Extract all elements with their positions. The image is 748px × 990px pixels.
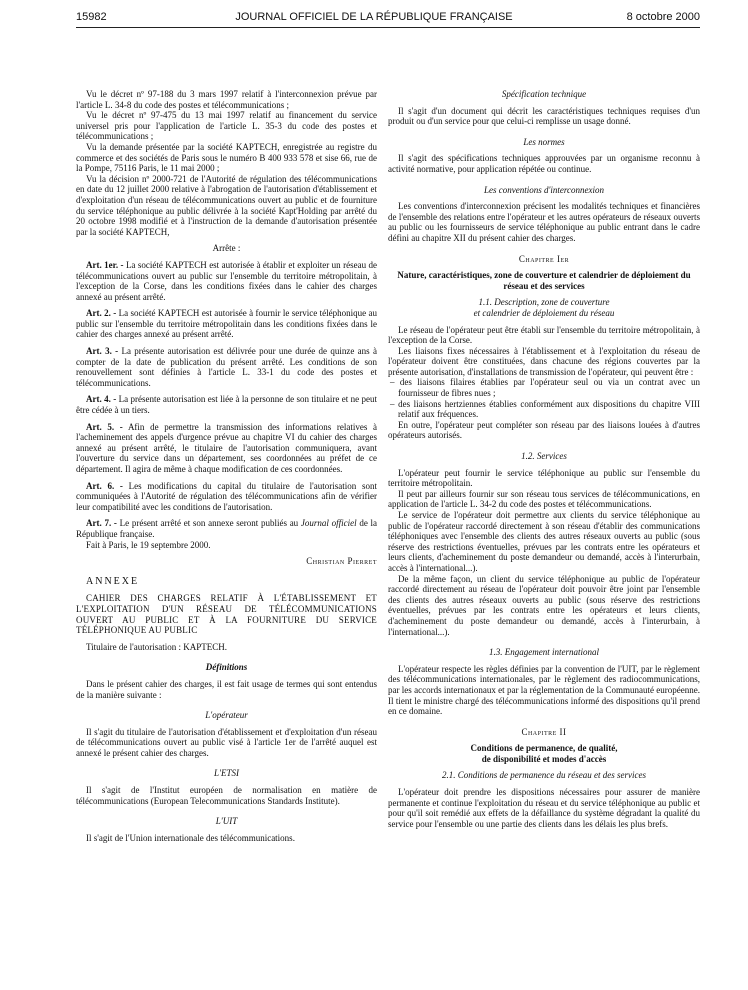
definitions-intro: Dans le présent cahier des charges, il est fait usage de termes qui sont entendus de la manière suivante : xyxy=(76,678,377,700)
article-1-text: La société KAPTECH est autorisée à établir et exploiter un réseau de télécommunications ouvert au public sur l'ensemble du territoire métropolitain, à l'exception de la Corse, dans les conditions fixées dans le cahier des charges annexé au présent arrêté. xyxy=(76,259,377,302)
article-5-text: Afin de permettre la transmission des informations relatives à l'acheminement des appels d'urgence prévue au chapitre VI du cahier des charges annexé au présent arrêté, le titulaire de l'autorisation communiquera, avant l'ouverture du service dans un département, ses coordonnées au préfet de ce département. Il agira de même à chaque modification de ces coordonnées. xyxy=(76,421,377,474)
spec-heading: Spécification technique xyxy=(501,89,587,99)
article-4-text: La présente autorisation est liée à la personne de son titulaire et ne peut être cédée à un tiers. xyxy=(76,394,377,416)
operateur-heading: L'opérateur xyxy=(205,710,248,721)
article-7-journal: Journal officiel xyxy=(300,518,357,529)
section-1-3-para-1: L'opérateur respecte les règles définies par la convention de l'UIT, par le règlement des télécommunications internationales, par le règlement des radiocommunications, par les accords internationaux et par la réglementation de la Communauté européenne. Il tient le ministre chargé des télécommunications informé des dispositions qu'il prend en ce domaine. xyxy=(388,663,700,717)
section-2-1-heading: 2.1. Conditions de permanence du réseau et des services xyxy=(442,770,646,781)
section-1-2-para-2: Il peut par ailleurs fournir sur son réseau tous services de télécommunications, en application de l'article L. 34-2 du code des postes et télécommunications. xyxy=(388,488,700,510)
article-2-text: La société KAPTECH est autorisée à fournir le service téléphonique au public sur l'ensemble du territoire métropolitain dans les conditions fixées dans le cahier des charges annexé au présent arrêté. xyxy=(76,308,377,340)
cahier-title: CAHIER DES CHARGES RELATIF À L'ÉTABLISSEMENT ET L'EXPLOITATION D'UN RÉSEAU DE TÉLÉCOMMUNICATIONS OUVERT AU PUBLIC ET À LA FOURNITURE DU SERVICE TÉLÉPHONIQUE AU PUBLIC xyxy=(76,593,377,636)
titulaire: Titulaire de l'autorisation : KAPTECH. xyxy=(86,641,228,652)
conventions-definition: Les conventions d'interconnexion précisent les modalités techniques et financières de l'ensemble des relations entre l'opérateur et les autres opérateurs de réseaux ouverts au public ou les fournisseurs de service téléphonique au public entrant dans le cadre défini au chapitre XII du présent cahier des charges. xyxy=(388,201,700,243)
article-4 xyxy=(76,394,377,415)
section-1-2-para-3: Le service de l'opérateur doit permettre aux clients du service téléphonique au public de l'opérateur raccordé directement à son réseau d'établir des communications téléphoniques avec l'ensemble des clients des autres réseaux ouverts au public (sous réserve des restrictions éventuelles, prévues par les contrats entre les opérateurs et leurs clients, d'acheminement du poste demandeur ou demandé, accès à l'interurbain, accès à l'international...). xyxy=(388,510,700,573)
section-1-1-para-2: Les liaisons fixes nécessaires à l'établissement et à l'exploitation du réseau de l'opérateur doivent être constituées, dans chacune des régions couvertes par la présente autorisation, d'installations de transmission de l'opérateur, qui peuvent être : xyxy=(388,345,700,377)
chapter-2-title-a: Conditions de permanence, de qualité, xyxy=(470,743,618,754)
article-1 xyxy=(76,260,377,302)
arrete-heading: Arrête : xyxy=(212,243,241,254)
left-column xyxy=(76,89,377,843)
article-5 xyxy=(76,422,377,475)
signature: Christian Pierret xyxy=(306,556,377,567)
normes-heading: Les normes xyxy=(523,136,565,147)
section-1-1-heading-b: et calendrier de déploiement du réseau xyxy=(473,307,615,318)
article-7 xyxy=(76,518,377,539)
etsi-definition: Il s'agit de l'Institut européen de normalisation en matière de télécommunications (European Telecommunications Standards Institute). xyxy=(76,785,377,806)
section-1-1-heading-a: 1.1. Description, zone de couverture xyxy=(478,297,610,308)
visa-2: Vu le décret nº 97-475 du 13 mai 1997 relatif au financement du service universel pris pour l'application de l'article L. 35-3 du code des postes et télécommunications ; xyxy=(76,110,377,142)
fait-a-paris: Fait à Paris, le 19 septembre 2000. xyxy=(86,539,211,550)
journal-title: JOURNAL OFFICIEL DE LA RÉPUBLIQUE FRANÇAISE xyxy=(235,11,513,23)
article-6 xyxy=(76,481,377,513)
uit-definition: Il s'agit de l'Union internationale des télécommunications. xyxy=(86,832,295,843)
uit-heading: L'UIT xyxy=(215,816,238,827)
article-3 xyxy=(76,346,377,388)
article-6-text: Les modifications du capital du titulaire de l'autorisation sont communiquées à l'Autorité de régulation des télécommunications afin de vérifier leur compatibilité avec les conditions de l'autorisation. xyxy=(76,480,378,512)
article-6-label: Art. 6. - xyxy=(86,480,123,491)
annexe-heading: ANNEXE xyxy=(86,575,140,587)
section-1-1-dash-2: – des liaisons hertziennes établies conformément aux dispositions du chapitre VIII relatif aux fréquences. xyxy=(390,398,700,420)
visa-4: Vu la décision nº 2000-721 de l'Autorité de régulation des télécommunications en date du 12 juillet 2000 relative à l'abrogation de l'autorisation d'établissement et d'exploitation d'un réseau de télécommunications ouvert au public et de fourniture du service téléphonique au public délivrée à la société Kapt'Holding par arrêté du 20 octobre 1998 modifié et à l'instruction de la demande d'autorisation présentée par la société KAPTECH, xyxy=(76,173,377,237)
right-column xyxy=(388,89,700,829)
chapter-1-title: Nature, caractéristiques, zone de couverture et calendrier de déploiement du réseau et des services xyxy=(397,270,691,291)
header-rule xyxy=(76,27,700,28)
section-1-2-heading: 1.2. Services xyxy=(521,451,567,462)
section-1-2-para-1: L'opérateur peut fournir le service téléphonique au public sur l'ensemble du territoire métropolitain. xyxy=(388,467,700,489)
page-header xyxy=(0,0,748,34)
visa-3: Vu la demande présentée par la société KAPTECH, enregistrée au registre du commerce et des sociétés de Paris sous le numéro B 400 933 578 et sise 66, rue de la Pompe, 75116 Paris, le 11 mai 2000 ; xyxy=(76,141,377,174)
article-7-text-b: de la République française. xyxy=(76,518,378,539)
issue-date: 8 octobre 2000 xyxy=(626,11,700,23)
section-1-1-dash-1: – des liaisons filaires établies par l'opérateur seul ou via un contrat avec un fournisseur de fibres nues ; xyxy=(390,377,700,399)
page-number: 15982 xyxy=(76,11,107,23)
section-1-2-para-4: De la même façon, un client du service téléphonique au public de l'opérateur raccordé directement au réseau de l'opérateur doit pouvoir être joint par l'ensemble des clients des autres réseaux ouverts au public (sous réserve des restrictions éventuelles, prévues par les contrats entre les opérateurs et leurs clients, d'acheminement du poste demandeur ou demandé, accès à l'interurbain, à l'international...). xyxy=(388,573,700,637)
conventions-heading: Les conventions d'interconnexion xyxy=(483,184,605,195)
etsi-heading: L'ETSI xyxy=(214,768,239,779)
article-5-label: Art. 5. - xyxy=(86,421,123,432)
section-1-1-para-3: En outre, l'opérateur peut compléter son réseau par des liaisons louées à d'autres opérateurs autorisés. xyxy=(388,419,700,441)
section-1-3-heading: 1.3. Engagement international xyxy=(489,647,599,658)
chapter-1-heading: Chapitre Ier xyxy=(518,253,570,264)
normes-definition: Il s'agit des spécifications techniques approuvées par un organisme reconnu à activité normative, pour application répétée ou continue. xyxy=(388,153,700,174)
chapter-2-heading: Chapitre II xyxy=(521,726,567,737)
article-7-text-a: Le présent arrêté et son annexe seront publiés au xyxy=(119,518,301,529)
article-1-label: Art. 1er. - xyxy=(86,259,124,270)
definitions-heading: Définitions xyxy=(205,662,248,673)
chapter-2-title-b: de disponibilité et modes d'accès xyxy=(481,753,607,764)
spec-definition: Il s'agit d'un document qui décrit les caractéristiques techniques requises d'un produit ou d'un service pour que celui-ci remplisse un usage donné. xyxy=(388,105,700,127)
article-2 xyxy=(76,308,377,340)
article-7-label: Art. 7. - xyxy=(86,518,117,529)
section-2-1-para-1: L'opérateur doit prendre les dispositions nécessaires pour assurer de manière permanente et continue l'exploitation du réseau et du service téléphonique au public et pour qu'il soit remédié aux effets de la défaillance du système dégradant la qualité du service pour l'ensemble ou une partie des clients dans les délais les plus brefs. xyxy=(388,787,700,829)
operateur-definition: Il s'agit du titulaire de l'autorisation d'établissement et d'exploitation d'un réseau de télécommunications ouvert au public visé à l'article 1er de l'arrêté auquel est annexé le présent cahier des charges. xyxy=(76,726,377,758)
article-4-label: Art. 4. - xyxy=(86,394,117,405)
section-1-1-para-1: Le réseau de l'opérateur peut être établi sur l'ensemble du territoire métropolitain, à l'exception de la Corse. xyxy=(388,324,700,346)
article-3-text: La présente autorisation est délivrée pour une durée de quinze ans à compter de la date de publication du présent arrêté. Les conditions de son renouvellement sont définies à l'article L. 33-1 du code des postes et télécommunications. xyxy=(76,346,377,388)
article-2-label: Art. 2. - xyxy=(86,308,117,319)
article-3-label: Art. 3. - xyxy=(86,346,119,357)
visa-1: Vu le décret nº 97-188 du 3 mars 1997 relatif à l'interconnexion prévue par l'article L. 34-8 du code des postes et télécommunications ; xyxy=(76,89,377,110)
